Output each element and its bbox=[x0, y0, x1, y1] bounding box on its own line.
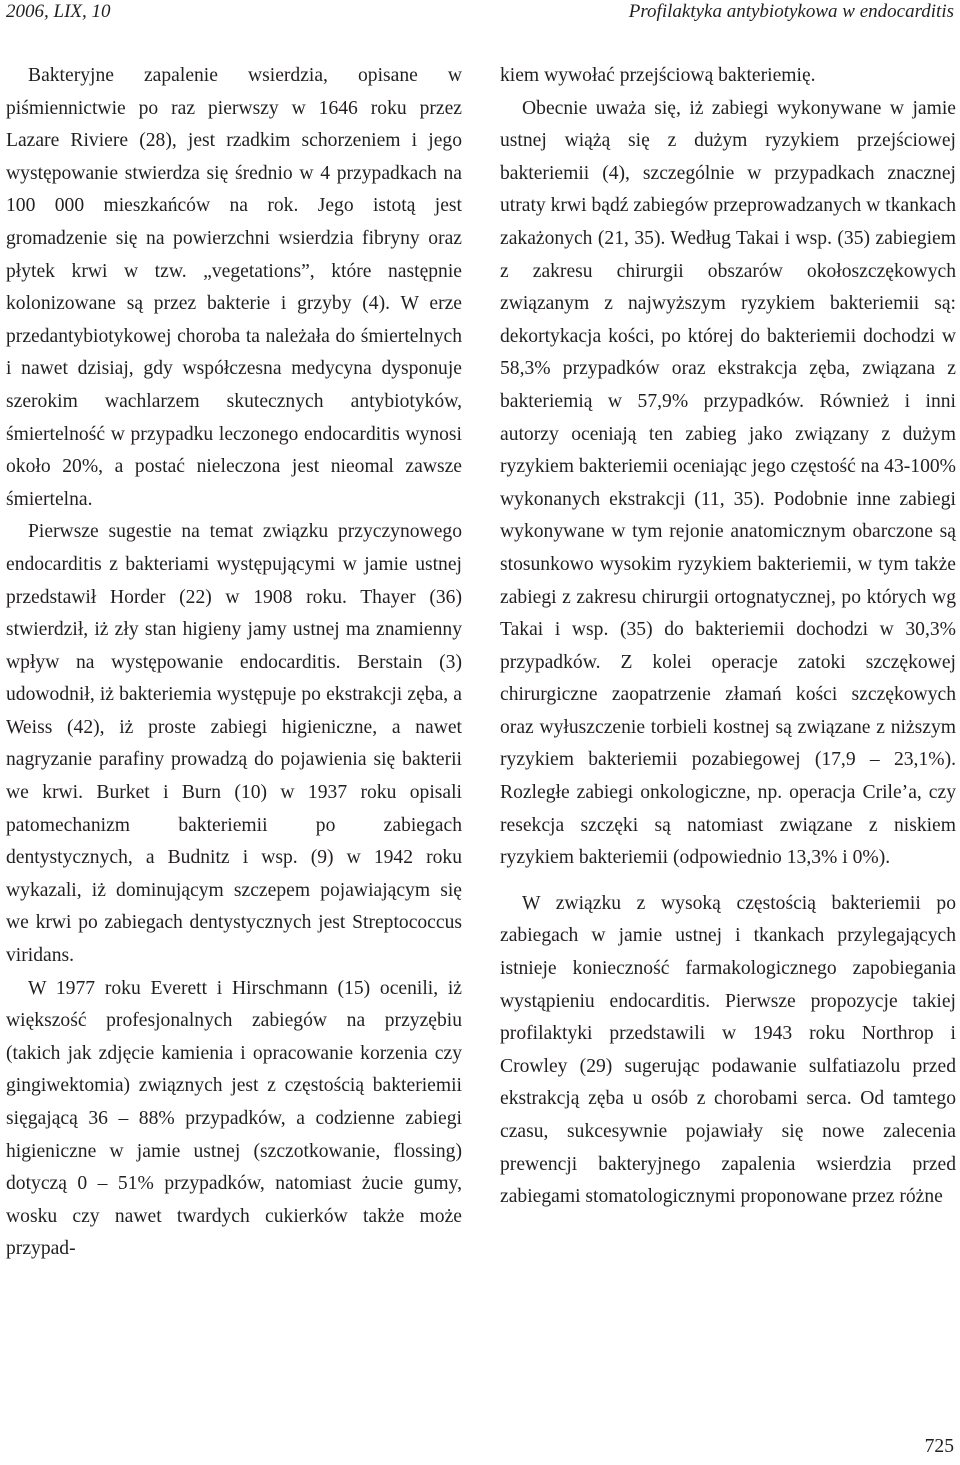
left-column bbox=[6, 60, 462, 1266]
paragraph-everett: W 1977 roku Everett i Hirschmann (15) ocenili, iż większość profesjonalnych zabiegów na przyzębiu (takich jak zdjęcie kamienia i opracowanie korzenia czy gingiwektomia) związnych jest z częstością bakteriemii sięgającą 36 – 88% przypadków, a codzienne zabiegi higieniczne w jamie ustnej (szczotkowanie, flossing) dotyczą 0 – 51% przypadków, natomiast żucie gumy, wosku czy nawet twardych cukierków także może przypad- bbox=[6, 977, 462, 1260]
page-number: 725 bbox=[924, 1436, 954, 1457]
paragraph-prophylaxis: W związku z wysoką częstością bakteriemii po zabiegach w jamie ustnej i tkankach przylegających istnieje konieczność farmakologicznego zapobiegania wystąpieniu endocarditis. Pierwsze propozycje takiej profilaktyki przedstawili w 1943 roku Northrop i Crowley (29) sugerując podawanie sulfatiazolu przed ekstrakcją zęba u osób z chorobami serca. Od tamtego czasu, sukcesywnie pojawiały się nowe zalecenia prewencji bakteryjnego zapalenia wsierdzia przed zabiegami stomatologicznymi proponowane przez różne bbox=[500, 892, 956, 1208]
article-running-title: Profilaktyka antybiotykowa w endocarditis bbox=[628, 1, 954, 22]
running-header bbox=[0, 0, 960, 26]
paragraph-intro: Bakteryjne zapalenie wsierdzia, opisane w piśmiennictwie po raz pierwszy w 1646 roku przez Lazare Riviere (28), jest rzadkim schorzeniem i jego występowanie stwierdza się średnio w 4 przypadkach na 100 000 mieszkańców na rok. Jego istotą jest gromadzenie się na powierzchni wsierdzia fibryny oraz płytek krwi w tzw. „vegetations”, które następnie kolonizowane są przez bakterie i grzyby (4). W erze przedantybiotykowej choroba ta należała do śmiertelnych i nawet dzisiaj, gdy współczesna medycyna dysponuje szerokim wachlarzem skutecznych antybiotyków, śmiertelność w przypadku leczonego endocarditis wynosi około 20%, a postać nieleczona jest nieomal zawsze śmiertelna. bbox=[6, 65, 462, 510]
paragraph-continuation: kiem wywołać przejściową bakteriemię. bbox=[500, 65, 816, 86]
paragraph-current-risk: Obecnie uważa się, iż zabiegi wykonywane w jamie ustnej wiążą się z dużym ryzykiem przejściowej bakteriemii (4), szczególnie w przypadkach znacznej utraty krwi bądź zabiegów przeprowadzanych w tkankach zakażonych (21, 35). Według Takai i wsp. (35) zabiegiem z zakresu chirurgii obszarów okołoszczękowych związanym z najwyższym ryzykiem bakteriemii są: dekortykacja kości, po której do bakteriemii dochodzi w 58,3% przypadków oraz ekstrakcja zęba, związana z bakteriemią w 57,9% przypadków. Również i inni autorzy oceniają ten zabieg jako związany z dużym ryzykiem bakteriemii oceniając jego częstość na 43-100% wykonanych ekstrakcji (11, 35). Podobnie inne zabiegi wykonywane w tym rejonie anatomicznym obarczone są stosunkowo wysokim ryzykiem bakteriemii, w tym także zabiegi z zakresu chirurgii ortognatycznej, po których wg Takai i wsp. (35) do bakteriemii dochodzi w 30,3% przypadków. Z kolei operacje zatoki szczękowej chirurgiczne zaopatrzenie złamań kości szczękowych oraz wyłuszczenie torbieli kostnej są związane z niższym ryzykiem bakteriemii pozabiegowej (17,9 – 23,1%). Rozległe zabiegi onkologiczne, np. operacja Crile’a, czy resekcja szczęki są natomiast związane z niskiem ryzykiem bakteriemii (odpowiednio 13,3% i 0%). bbox=[500, 97, 956, 869]
paragraph-history: Pierwsze sugestie na temat związku przyczynowego endocarditis z bakteriami występującymi w jamie ustnej przedstawił Horder (22) w 1908 roku. Thayer (36) stwierdził, iż zły stan higieny jamy ustnej ma znamienny wpływ na występowanie endocarditis. Berstain (3) udowodnił, iż bakteriemia występuje po ekstrakcji zęba, a Weiss (42), iż proste zabiegi higieniczne, a nawet nagryzanie parafiny prowadzą do pojawienia się bakterii we krwi. Burket i Burn (10) w 1937 roku opisali patomechanizm bakteriemii po zabiegach dentystycznych, a Budnitz i wsp. (9) w 1942 roku wykazali, iż dominującym szczepem pojawiającym się we krwi po zabiegach dentystycznych jest Streptococcus viridans. bbox=[6, 521, 462, 967]
right-column bbox=[500, 60, 956, 1214]
journal-issue: 2006, LIX, 10 bbox=[6, 1, 111, 22]
